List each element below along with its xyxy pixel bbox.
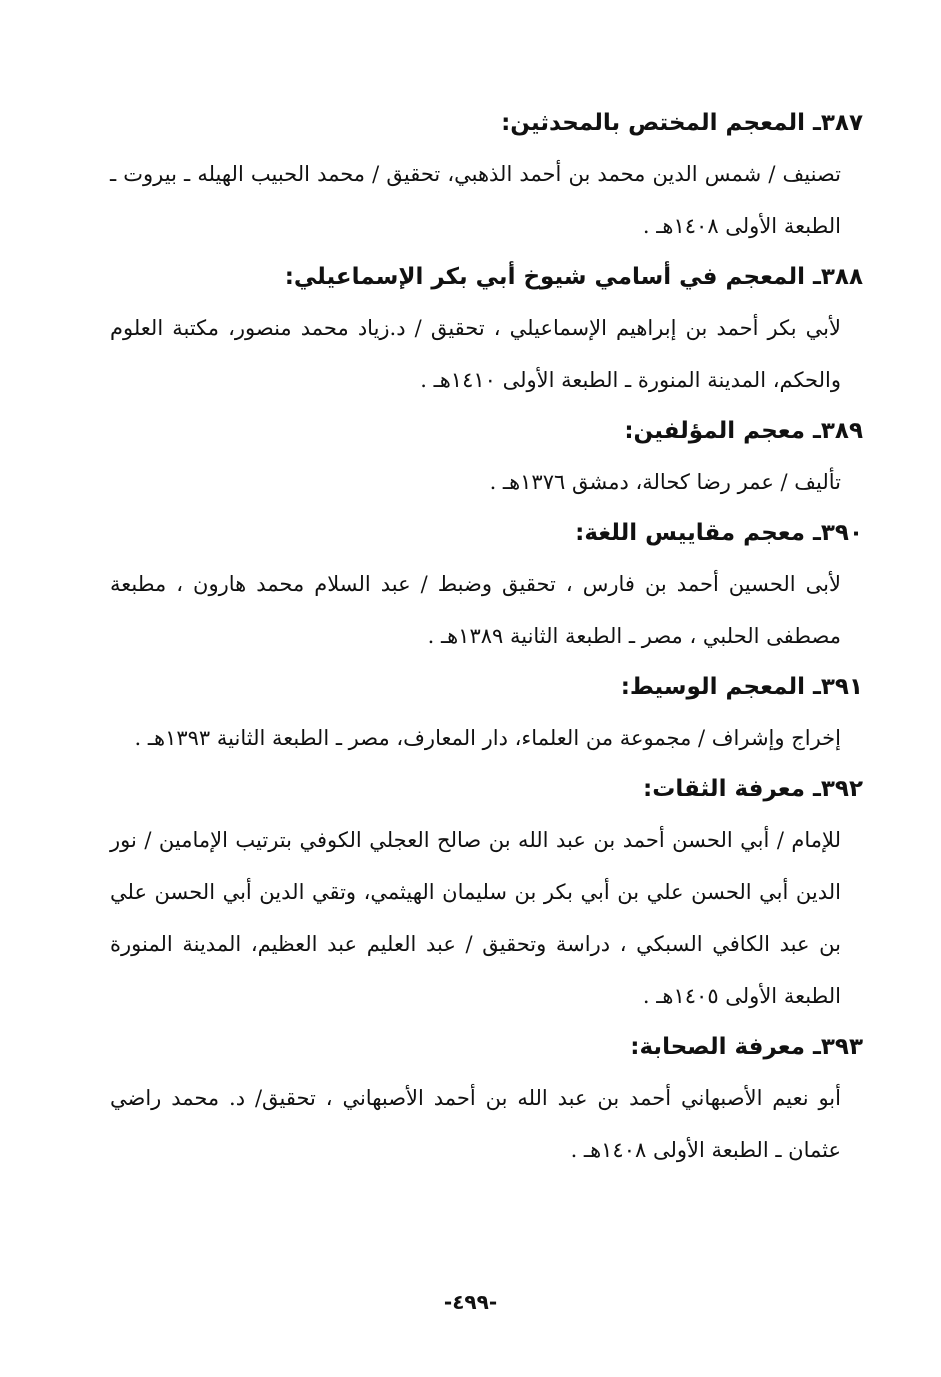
bibliography-entry [110,764,863,1022]
entry-body: لأبي بكر أحمد بن إبراهيم الإسماعيلي ، تحقيق / د.زياد محمد منصور، مكتبة العلوم والحكم، المدينة المنورة ـ الطبعة الأولى ١٤١٠هـ . [110,316,841,392]
entry-heading: ٣٨٩ـ معجم المؤلفين: [624,418,863,444]
entry-body: لأبى الحسين أحمد بن فارس ، تحقيق وضبط / عبد السلام محمد هارون ، مطبعة مصطفى الحلبي ، مصر ـ الطبعة الثانية ١٣٨٩هـ . [110,572,841,648]
bibliography-entry [110,252,863,406]
entry-body: تصنيف / شمس الدين محمد بن أحمد الذهبي، تحقيق / محمد الحبيب الهيله ـ بيروت ـ الطبعة الأولى ١٤٠٨هـ . [110,162,841,238]
entry-heading: ٣٨٨ـ المعجم في أسامي شيوخ أبي بكر الإسماعيلي: [284,264,863,290]
bibliography-entry [110,98,863,252]
bibliography-entry [110,508,863,662]
bibliography-list [110,98,863,1176]
entry-heading: ٣٩١ـ المعجم الوسيط: [620,674,863,700]
entry-heading: ٣٩٣ـ معرفة الصحابة: [630,1034,863,1060]
bibliography-entry [110,662,863,764]
entry-heading: ٣٨٧ـ المعجم المختص بالمحدثين: [501,110,863,136]
page-number: -٤٩٩- [443,1290,498,1314]
bibliography-entry [110,1022,863,1176]
entry-heading: ٣٩٢ـ معرفة الثقات: [643,776,863,802]
entry-heading: ٣٩٠ـ معجم مقاييس اللغة: [575,520,863,546]
bibliography-entry [110,406,863,508]
entry-body: أبو نعيم الأصبهاني أحمد بن عبد الله بن أحمد الأصبهاني ، تحقيق/ د. محمد راضي عثمان ـ الطبعة الأولى ١٤٠٨هـ . [110,1086,841,1162]
entry-body: إخراج وإشراف / مجموعة من العلماء، دار المعارف، مصر ـ الطبعة الثانية ١٣٩٣هـ . [134,726,841,750]
entry-body: للإمام / أبي الحسن أحمد بن عبد الله بن صالح العجلي الكوفي بترتيب الإمامين / نور الدين أبي الحسن علي بن أبي بكر بن سليمان الهيثمي، وتقي الدين أبي الحسن علي بن عبد الكافي السبكي ، دراسة وتحقيق / عبد العليم عبد العظيم، المدينة المنورة الطبعة الأولى ١٤٠٥هـ . [110,828,841,1008]
entry-body: تأليف / عمر رضا كحالة، دمشق ١٣٧٦هـ . [489,470,841,494]
